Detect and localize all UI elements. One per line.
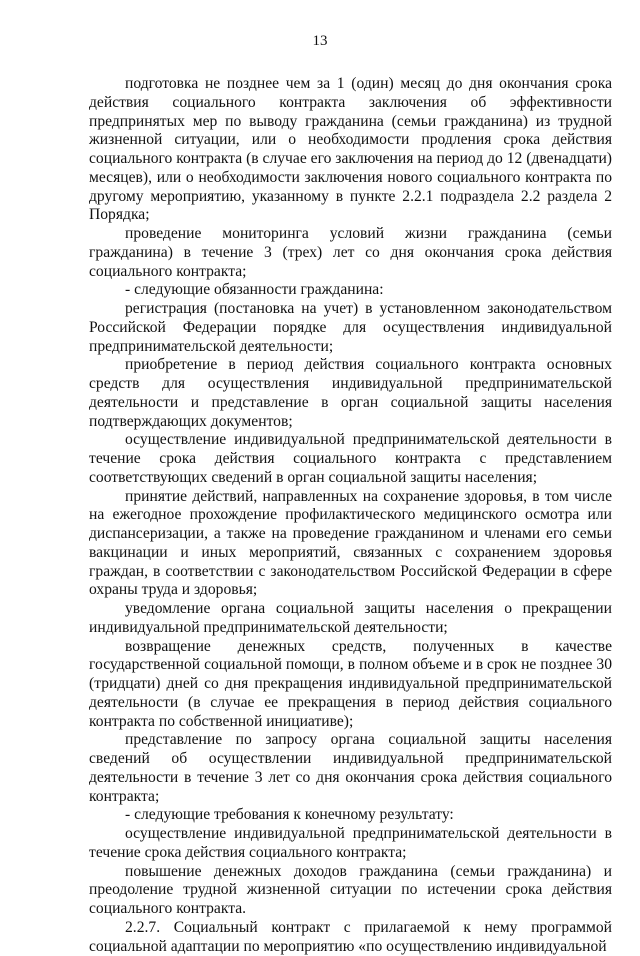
paragraph-income-increase: повышение денежных доходов гражданина (семьи гражданина) и преодоление трудной жизненной ситуации по истечении срока действия социального контракта. bbox=[89, 862, 612, 917]
paragraph-report-preparation: подготовка не позднее чем за 1 (один) месяц до дня окончания срока действия социального контракта заключения об эффективности предпринятых мер по выводу гражданина (семьи гражданина) из трудной жизненной ситуации, или о необходимости продления срока действия социального контракта (в случае его заключения на период до 12 (двенадцати) месяцев), или о необходимости заключения нового социального контракта по другому мероприятию, указанному в пункте 2.2.1 подраздела 2.2 раздела 2 Порядка; bbox=[89, 75, 612, 224]
paragraph-registration: регистрация (постановка на учет) в установленном законодательством Российской Федерации порядке для осуществления индивидуальной предпринимательской деятельности; bbox=[89, 300, 612, 355]
paragraph-citizen-obligations-heading: - следующие обязанности гражданина: bbox=[125, 281, 384, 299]
paragraph-information-request: представление по запросу органа социальной защиты населения сведений об осуществлении индивидуальной предпринимательской деятельности в течение 3 лет со дня окончания срока действия социального контракта; bbox=[89, 731, 612, 805]
page-number: 13 bbox=[312, 33, 328, 49]
paragraph-health: принятие действий, направленных на сохранение здоровья, в том числе на ежегодное прохождение профилактического медицинского осмотра или диспансеризации, а также на проведение гражданином и членами его семьи вакцинации и иных мероприятий, связанных с сохранением здоровья граждан, в соответствии с законодательством Российской Федерации в сфере охраны труда и здоровья; bbox=[89, 487, 612, 599]
paragraph-refund: возвращение денежных средств, полученных в качестве государственной социальной помощи, в полном объеме и в срок не позднее 30 (тридцати) дней со дня прекращения индивидуальной предпринимательской деятельности (в случае ее прекращения в период действия социального контракта по собственной инициативе); bbox=[89, 637, 612, 730]
paragraph-result-requirements-heading: - следующие требования к конечному результату: bbox=[125, 806, 454, 824]
document-body bbox=[89, 75, 612, 956]
paragraph-continued-activity: осуществление индивидуальной предпринимательской деятельности в течение срока действия социального контракта; bbox=[89, 825, 612, 861]
paragraph-monitoring: проведение мониторинга условий жизни гражданина (семьи гражданина) в течение 3 (трех) лет со дня окончания срока действия социального контракта; bbox=[89, 225, 612, 280]
paragraph-section-2-2-7: 2.2.7. Социальный контракт с прилагаемой к нему программой социальной адаптации по мероприятию «по осуществлению индивидуальной bbox=[89, 918, 612, 955]
paragraph-acquisition: приобретение в период действия социального контракта основных средств для осуществления индивидуальной предпринимательской деятельности и представление в орган социальной защиты населения подтверждающих документов; bbox=[89, 356, 612, 430]
paragraph-business-activity: осуществление индивидуальной предпринимательской деятельности в течение срока действия социального контракта с представлением соответствующих сведений в орган социальной защиты населения; bbox=[89, 431, 612, 486]
paragraph-termination-notice: уведомление органа социальной защиты населения о прекращении индивидуальной предпринимательской деятельности; bbox=[89, 600, 612, 636]
